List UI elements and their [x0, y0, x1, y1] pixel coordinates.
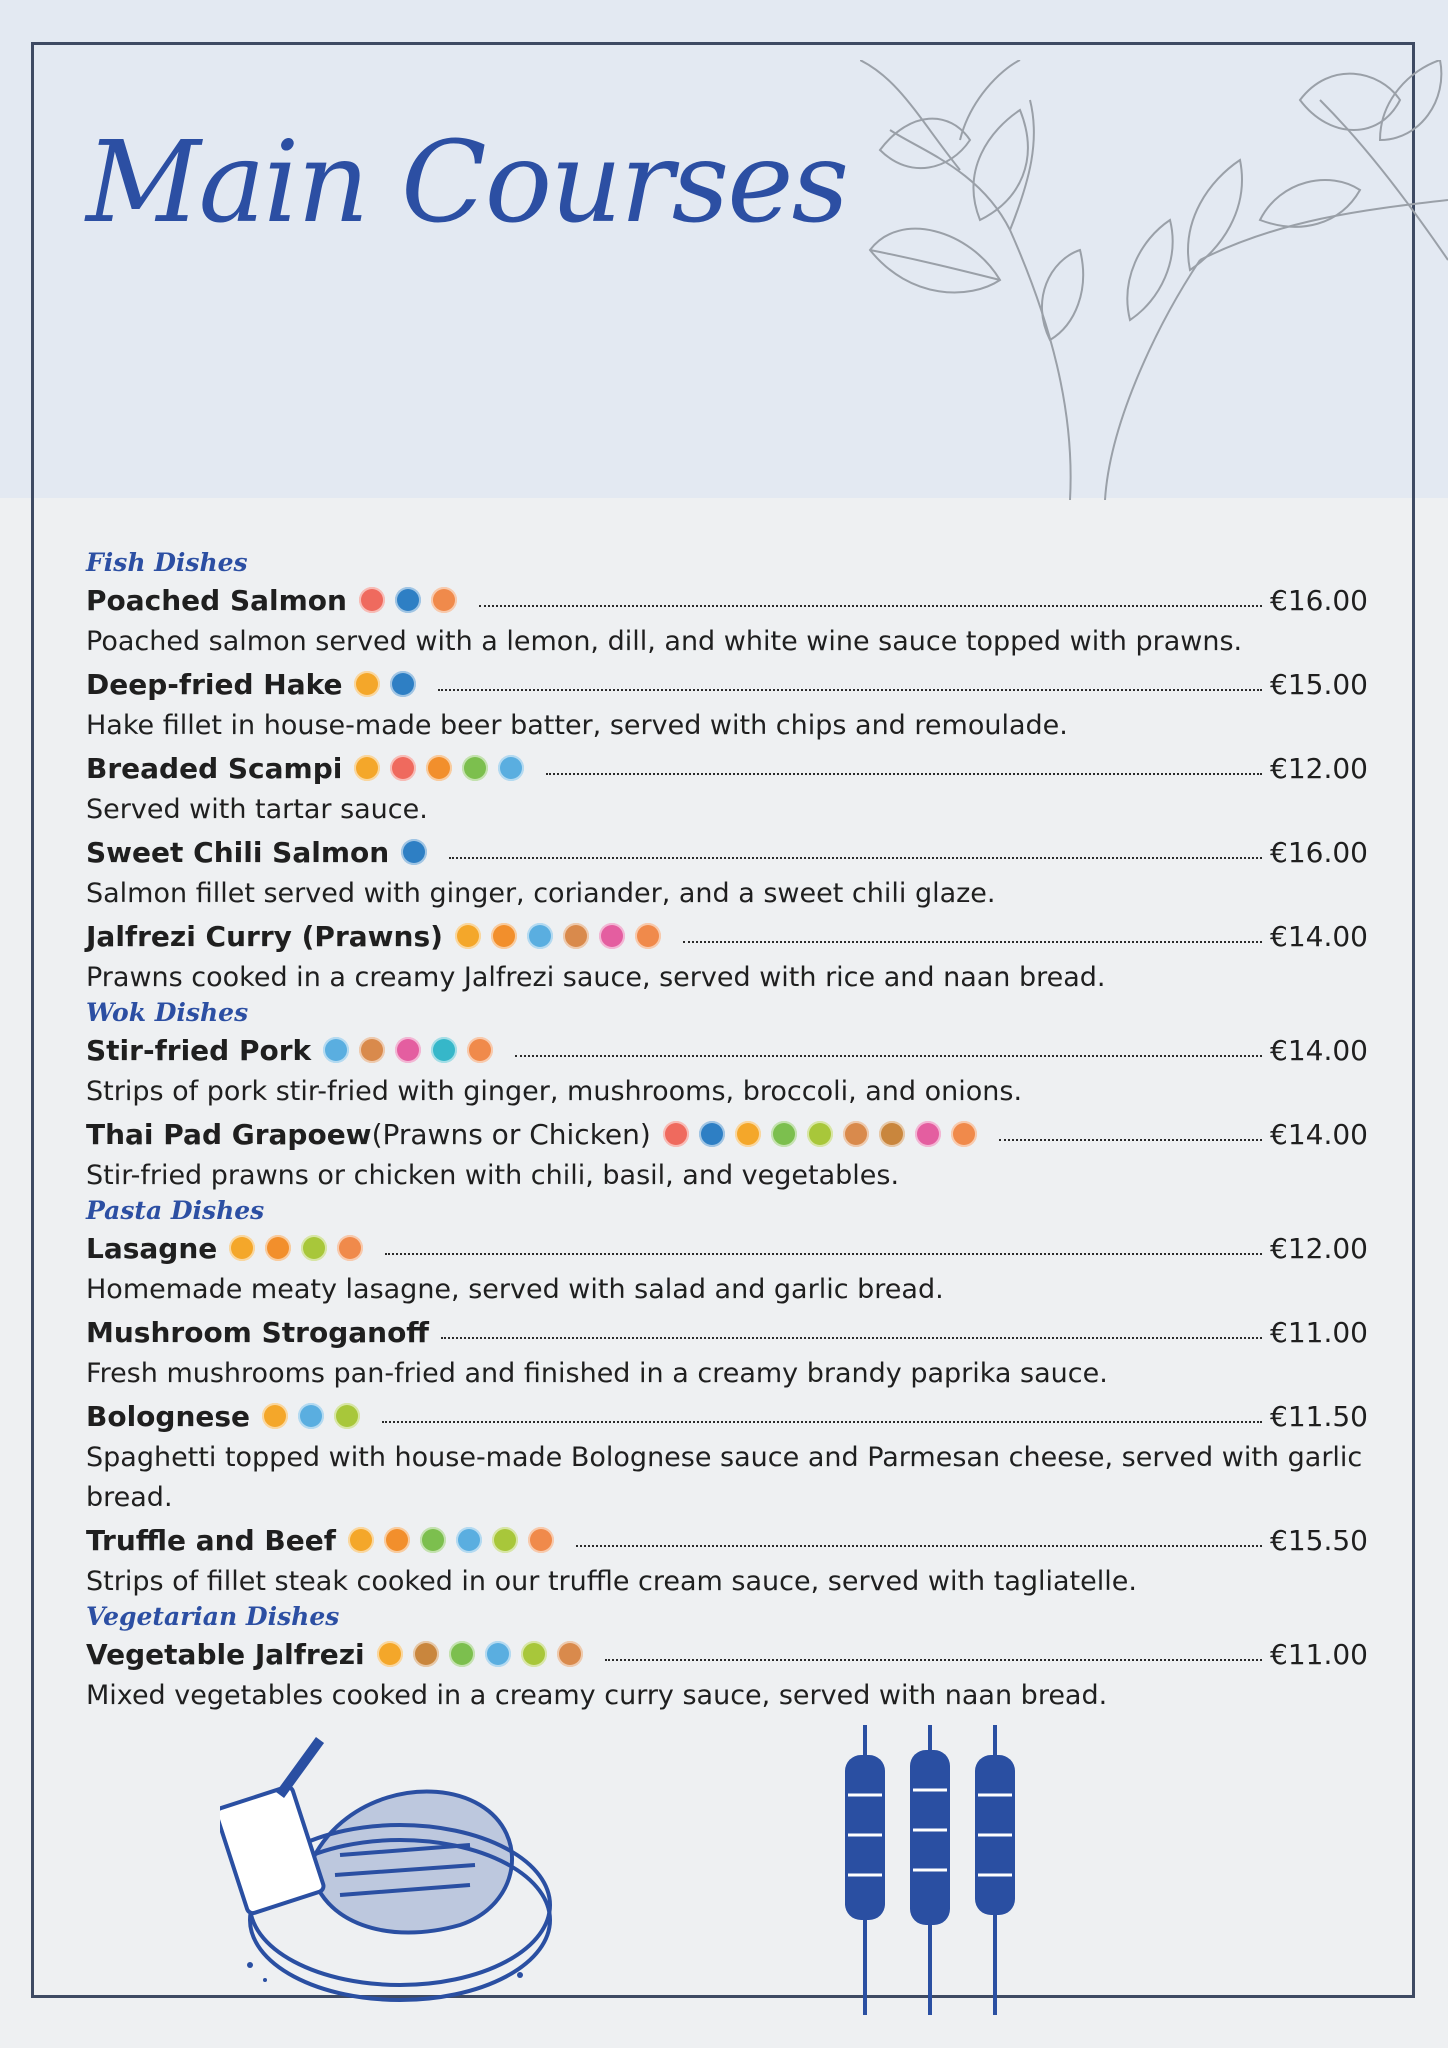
dotted-leader — [438, 689, 1262, 691]
allergen-icon — [334, 1403, 360, 1429]
allergen-icon — [420, 1527, 446, 1553]
allergen-icons — [262, 1403, 370, 1429]
dish-price: €16.00 — [1270, 835, 1368, 869]
allergen-icon — [498, 755, 524, 781]
allergen-icon — [879, 1121, 905, 1147]
allergen-icon — [771, 1121, 797, 1147]
allergen-icon — [395, 587, 421, 613]
menu-item-row — [86, 662, 1368, 706]
dish-name: Thai Pad Grapoew — [86, 1117, 372, 1151]
dotted-leader — [382, 1421, 1262, 1423]
allergen-icons — [229, 1235, 373, 1261]
menu-item-row — [86, 1394, 1368, 1438]
steak-cleaver-illustration — [220, 1735, 560, 2005]
allergen-icon — [557, 1641, 583, 1667]
dish-name: Jalfrezi Curry (Prawns) — [86, 919, 443, 953]
page-title: Main Courses — [86, 118, 848, 248]
menu-item — [86, 914, 1368, 998]
dish-price: €12.00 — [1270, 1231, 1368, 1265]
allergen-icon — [599, 923, 625, 949]
menu-item — [86, 1394, 1368, 1518]
dotted-leader — [441, 1337, 1262, 1339]
menu-list — [86, 548, 1368, 1716]
dish-description: Salmon fillet served with ginger, coriander, and a sweet chili glaze. — [86, 878, 996, 909]
allergen-icons — [401, 839, 437, 865]
allergen-icon — [456, 1527, 482, 1553]
dish-description: Strips of fillet steak cooked in our truffle cream sauce, served with tagliatelle. — [86, 1566, 1137, 1597]
dish-name: Vegetable Jalfrezi — [86, 1637, 365, 1671]
menu-item-row — [86, 578, 1368, 622]
allergen-icon — [401, 839, 427, 865]
dish-name-suffix: (Prawns or Chicken) — [371, 1117, 651, 1151]
menu-item-row — [86, 1632, 1368, 1676]
section-heading: Fish Dishes — [86, 548, 248, 577]
allergen-icon — [384, 1527, 410, 1553]
menu-item-row — [86, 1226, 1368, 1270]
menu-item — [86, 1028, 1368, 1112]
allergen-icon — [390, 755, 416, 781]
menu-item — [86, 1632, 1368, 1716]
allergen-icon — [229, 1235, 255, 1261]
dotted-leader — [449, 857, 1262, 859]
dish-name: Poached Salmon — [86, 583, 347, 617]
allergen-icon — [413, 1641, 439, 1667]
section-heading: Vegetarian Dishes — [86, 1602, 340, 1631]
dish-price: €14.00 — [1270, 1117, 1368, 1151]
allergen-icon — [354, 671, 380, 697]
dotted-leader — [385, 1253, 1262, 1255]
allergen-icons — [377, 1641, 593, 1667]
allergen-icon — [298, 1403, 324, 1429]
dish-name: Truffle and Beef — [86, 1523, 336, 1557]
allergen-icon — [455, 923, 481, 949]
allergen-icon — [262, 1403, 288, 1429]
allergen-icon — [492, 1527, 518, 1553]
dish-description: Fresh mushrooms pan-fried and finished in a creamy brandy paprika sauce. — [86, 1358, 1108, 1389]
allergen-icon — [395, 1037, 421, 1063]
allergen-icon — [431, 1037, 457, 1063]
menu-item-row — [86, 1028, 1368, 1072]
allergen-icons — [323, 1037, 503, 1063]
menu-item-row — [86, 1310, 1368, 1354]
allergen-icon — [467, 1037, 493, 1063]
dotted-leader — [576, 1545, 1262, 1547]
dish-price: €16.00 — [1270, 583, 1368, 617]
allergen-icon — [491, 923, 517, 949]
dotted-leader — [999, 1139, 1262, 1141]
allergen-icon — [843, 1121, 869, 1147]
dotted-leader — [546, 773, 1262, 775]
menu-item-row — [86, 746, 1368, 790]
dish-name: Breaded Scampi — [86, 751, 343, 785]
menu-item — [86, 830, 1368, 914]
dish-name: Deep-fried Hake — [86, 667, 343, 701]
allergen-icons — [348, 1527, 564, 1553]
dish-name: Bolognese — [86, 1399, 251, 1433]
allergen-icon — [323, 1037, 349, 1063]
allergen-icon — [485, 1641, 511, 1667]
allergen-icon — [431, 587, 457, 613]
section-heading: Pasta Dishes — [86, 1196, 265, 1225]
dish-description: Homemade meaty lasagne, served with salad and garlic bread. — [86, 1274, 944, 1305]
dish-price: €11.00 — [1270, 1637, 1368, 1671]
menu-item-row — [86, 914, 1368, 958]
allergen-icon — [359, 1037, 385, 1063]
dish-name: Stir-fried Pork — [86, 1033, 312, 1067]
menu-item — [86, 746, 1368, 830]
allergen-icon — [348, 1527, 374, 1553]
dish-description: Prawns cooked in a creamy Jalfrezi sauce, served with rice and naan bread. — [86, 962, 1106, 993]
dish-description: Poached salmon served with a lemon, dill, and white wine sauce topped with prawns. — [86, 626, 1243, 657]
allergen-icon — [301, 1235, 327, 1261]
skewers-illustration — [830, 1725, 1030, 2015]
dish-description: Spaghetti topped with house-made Bolognese sauce and Parmesan cheese, served with garlic bread. — [86, 1442, 1363, 1513]
allergen-icon — [390, 671, 416, 697]
menu-item — [86, 1226, 1368, 1310]
allergen-icons — [455, 923, 671, 949]
allergen-icon — [528, 1527, 554, 1553]
dish-price: €14.00 — [1270, 919, 1368, 953]
dish-price: €15.50 — [1270, 1523, 1368, 1557]
allergen-icon — [354, 755, 380, 781]
allergen-icon — [377, 1641, 403, 1667]
allergen-icon — [699, 1121, 725, 1147]
dish-name: Lasagne — [86, 1231, 218, 1265]
dish-description: Stir-fried prawns or chicken with chili, basil, and vegetables. — [86, 1160, 900, 1191]
menu-item-row — [86, 1112, 1368, 1156]
allergen-icons — [354, 671, 426, 697]
section-heading: Wok Dishes — [86, 998, 249, 1027]
menu-item — [86, 1310, 1368, 1394]
dotted-leader — [683, 941, 1262, 943]
allergen-icon — [915, 1121, 941, 1147]
allergen-icon — [807, 1121, 833, 1147]
leaf-branch-illustration — [860, 60, 1448, 500]
allergen-icons — [359, 587, 467, 613]
menu-item — [86, 1112, 1368, 1196]
allergen-icons — [354, 755, 534, 781]
allergen-icon — [521, 1641, 547, 1667]
menu-item — [86, 578, 1368, 662]
allergen-icon — [359, 587, 385, 613]
dish-name: Mushroom Stroganoff — [86, 1315, 429, 1349]
allergen-icon — [663, 1121, 689, 1147]
allergen-icons — [663, 1121, 987, 1147]
allergen-icon — [462, 755, 488, 781]
dotted-leader — [605, 1659, 1262, 1661]
dish-price: €12.00 — [1270, 751, 1368, 785]
dotted-leader — [515, 1055, 1262, 1057]
dish-name: Sweet Chili Salmon — [86, 835, 390, 869]
allergen-icon — [735, 1121, 761, 1147]
dotted-leader — [479, 605, 1262, 607]
dish-price: €11.50 — [1270, 1399, 1368, 1433]
menu-item-row — [86, 1518, 1368, 1562]
allergen-icon — [951, 1121, 977, 1147]
allergen-icon — [449, 1641, 475, 1667]
dish-description: Served with tartar sauce. — [86, 794, 428, 825]
menu-item — [86, 1518, 1368, 1602]
allergen-icon — [635, 923, 661, 949]
menu-item-row — [86, 830, 1368, 874]
dish-description: Mixed vegetables cooked in a creamy curry sauce, served with naan bread. — [86, 1680, 1108, 1711]
allergen-icon — [337, 1235, 363, 1261]
allergen-icon — [563, 923, 589, 949]
menu-item — [86, 662, 1368, 746]
dish-description: Hake fillet in house-made beer batter, served with chips and remoulade. — [86, 710, 1068, 741]
dish-price: €14.00 — [1270, 1033, 1368, 1067]
allergen-icon — [527, 923, 553, 949]
dish-price: €11.00 — [1270, 1315, 1368, 1349]
dish-price: €15.00 — [1270, 667, 1368, 701]
dish-description: Strips of pork stir-fried with ginger, mushrooms, broccoli, and onions. — [86, 1076, 1023, 1107]
allergen-icon — [265, 1235, 291, 1261]
allergen-icon — [426, 755, 452, 781]
